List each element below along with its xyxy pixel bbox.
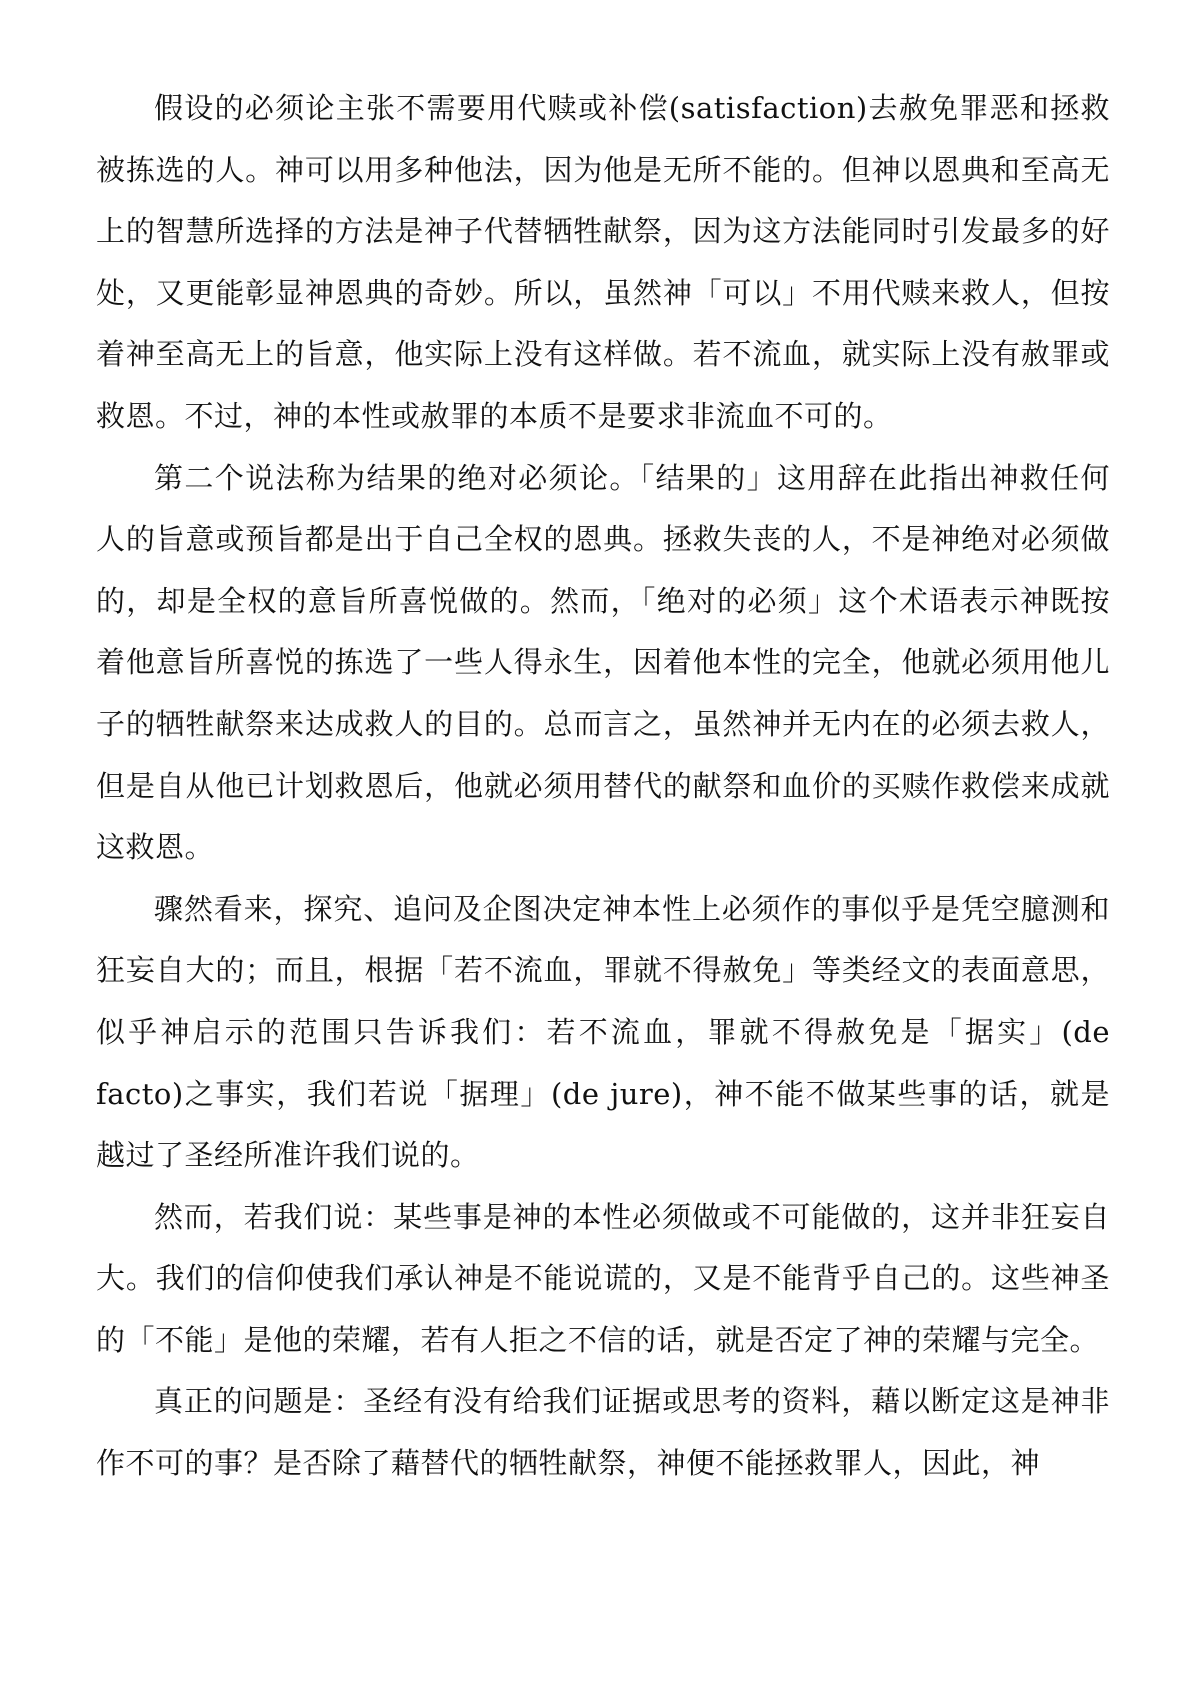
paragraph-real-question: 真正的问题是：圣经有没有给我们证据或思考的资料，藉以断定这是神非作不可的事？是否除了藉替代的牺牲献祭，神便不能拯救罪人，因此，神 xyxy=(96,1384,1110,1481)
paragraph-apparent-presumption: 骤然看来，探究、追问及企图决定神本性上必须作的事似乎是凭空臆测和狂妄自大的；而且，根据「若不流血，罪就不得赦免」等类经文的表面意思，似乎神启示的范围只告诉我们：若不流血，罪就不得赦免是「据实」(de facto)之事实，我们若说「据理」(de jure)，神不能不做某些事的话，就是越过了圣经所准许我们说的。 xyxy=(96,891,1110,1173)
paragraph-consequent-absolute-necessity: 第二个说法称为结果的绝对必须论。「结果的」这用辞在此指出神救任何人的旨意或预旨都是出于自己全权的恩典。拯救失丧的人，不是神绝对必须做的，却是全权的意旨所喜悦做的。然而，「绝对的必须」这个术语表示神既按着他意旨所喜悦的拣选了一些人得永生，因着他本性的完全，他就必须用他儿子的牺牲献祭来达成救人的目的。总而言之，虽然神并无内在的必须去救人，但是自从他已计划救恩后，他就必须用替代的献祭和血价的买赎作救偿来成就这救恩。 xyxy=(96,460,1110,865)
paragraph-hypothetical-necessity: 假设的必须论主张不需要用代赎或补偿(satisfaction)去赦免罪恶和拯救被拣选的人。神可以用多种他法，因为他是无所不能的。但神以恩典和至高无上的智慧所选择的方法是神子代替牺牲献祭，因为这方法能同时引发最多的好处，又更能彰显神恩典的奇妙。所以，虽然神「可以」不用代赎来救人，但按着神至高无上的旨意，他实际上没有这样做。若不流血，就实际上没有赦罪或救恩。不过，神的本性或赦罪的本质不是要求非流血不可的。 xyxy=(96,91,1110,433)
paragraph-divine-cannot: 然而，若我们说：某些事是神的本性必须做或不可能做的，这并非狂妄自大。我们的信仰使我们承认神是不能说谎的，又是不能背乎自己的。这些神圣的「不能」是他的荣耀，若有人拒之不信的话，就是否定了神的荣耀与完全。 xyxy=(96,1199,1110,1357)
document-page xyxy=(96,78,1110,1495)
